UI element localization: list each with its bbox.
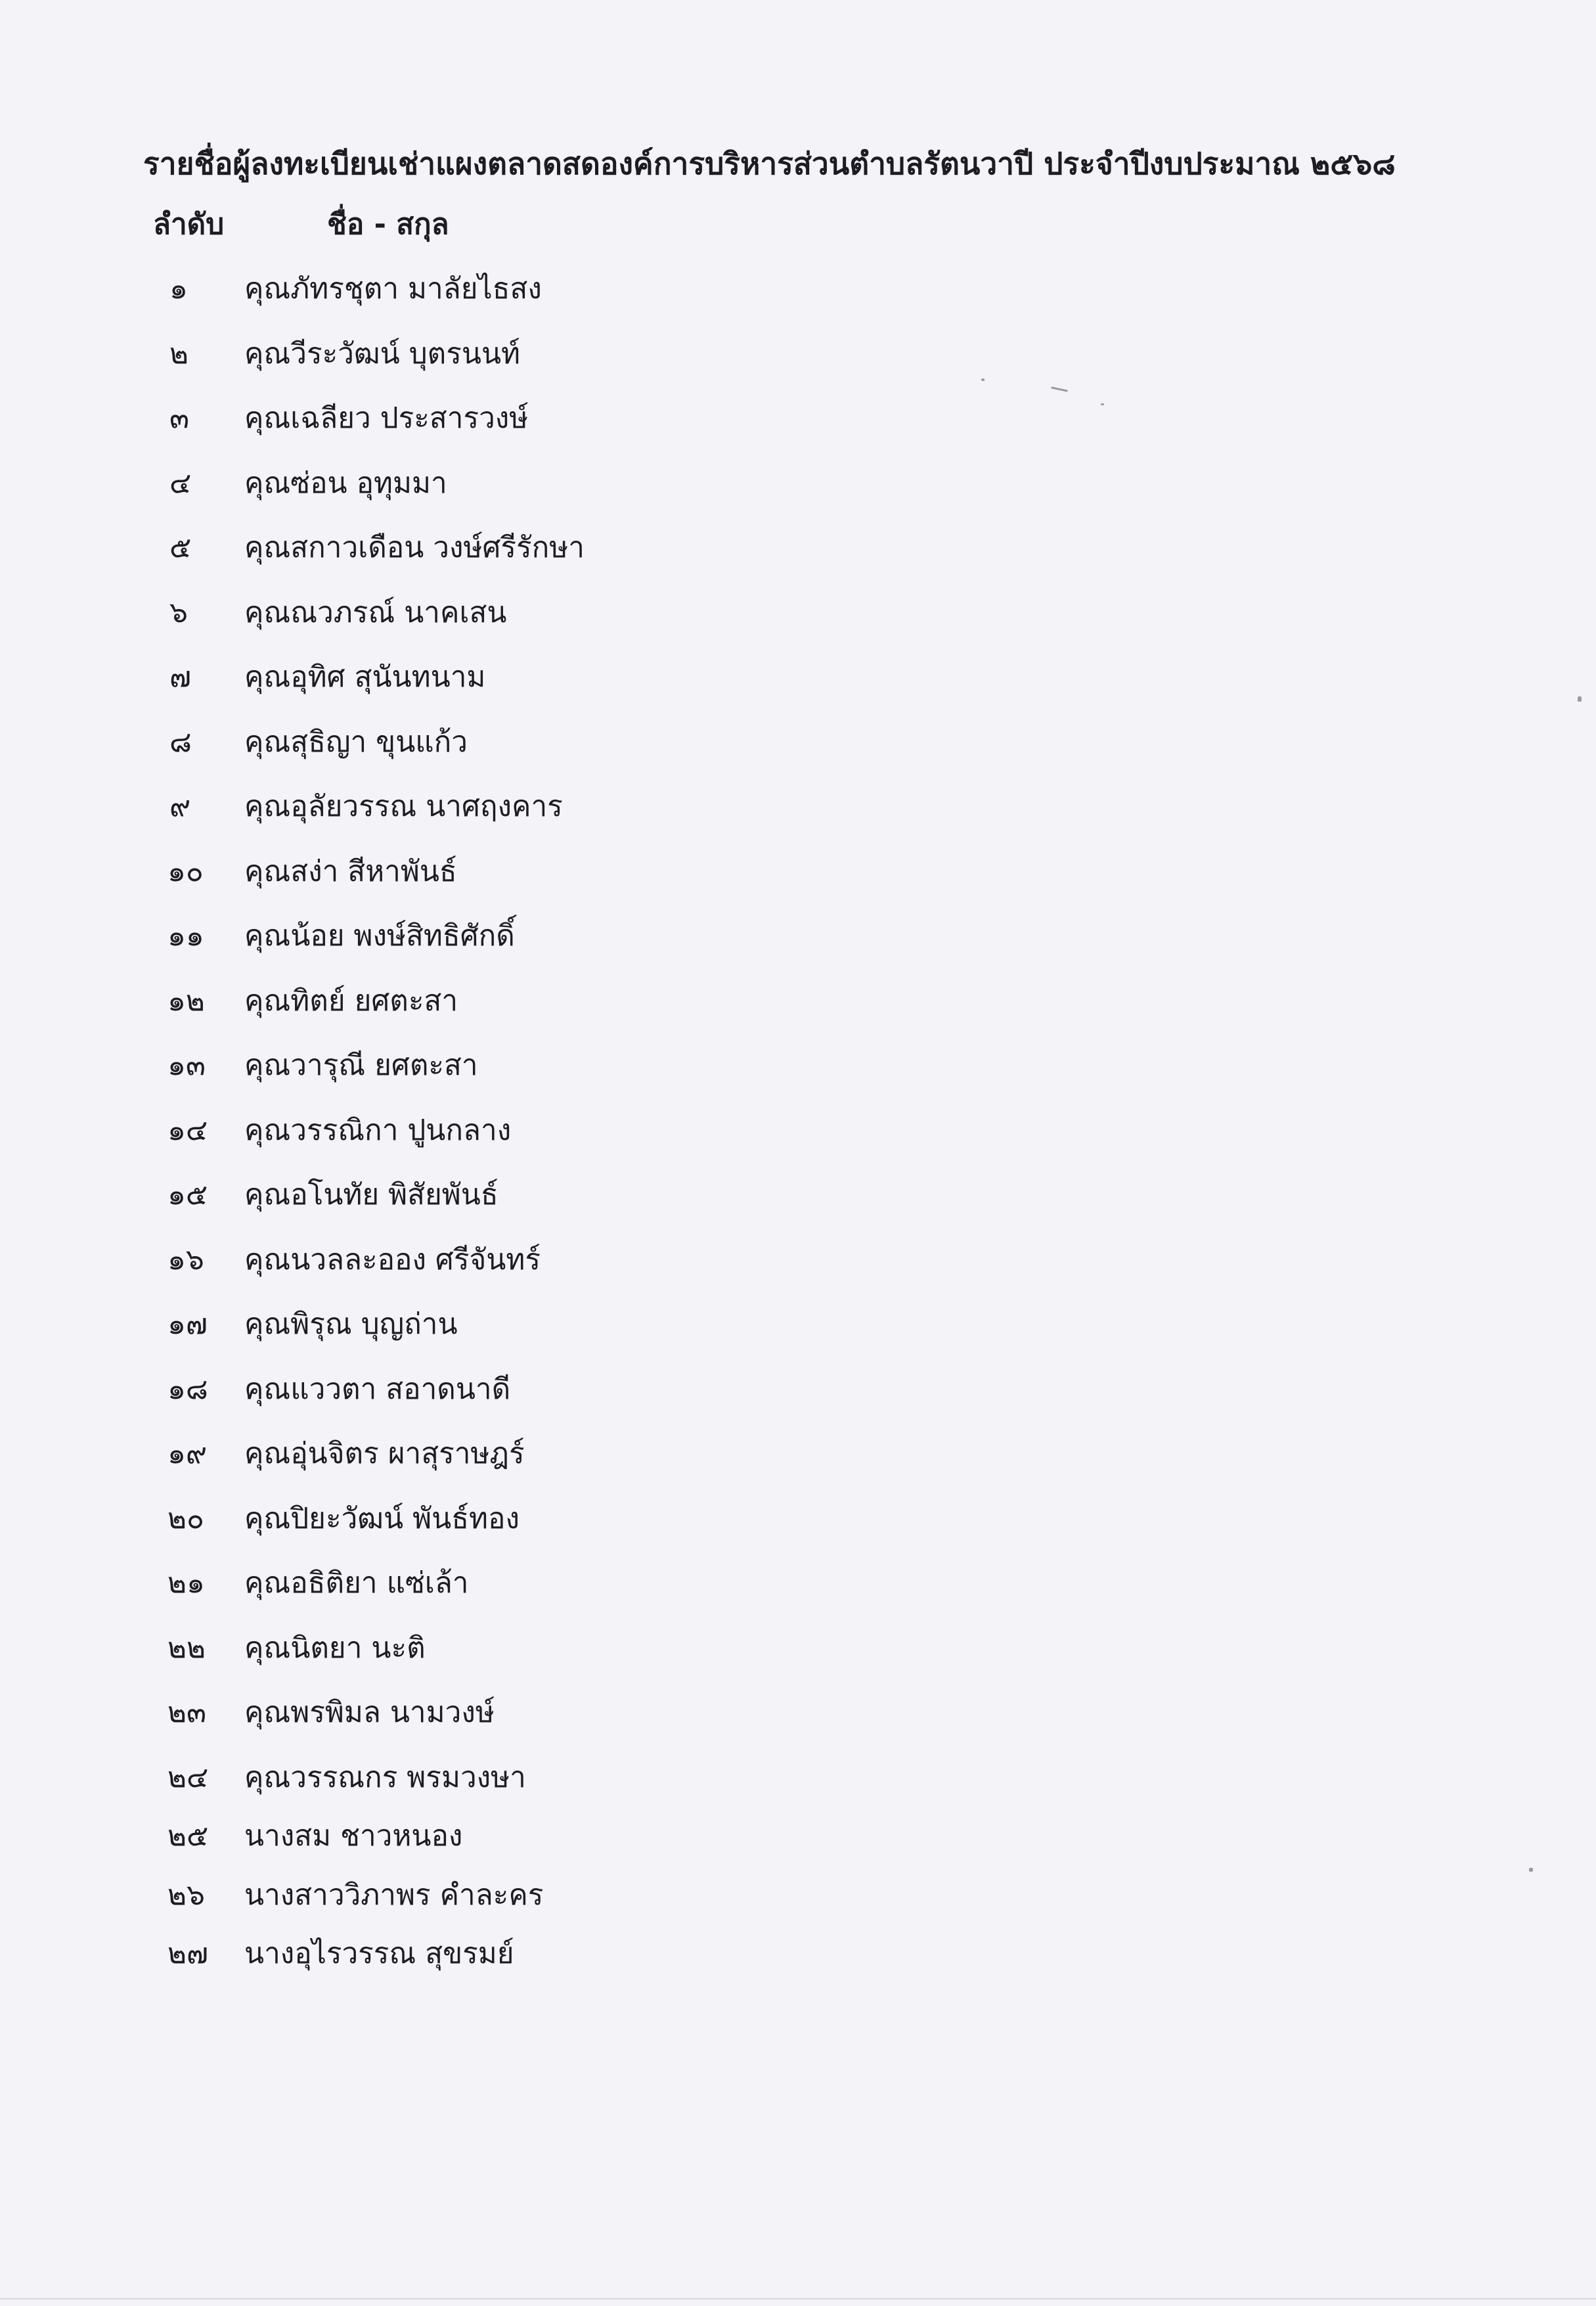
row-number: ๑๓ bbox=[167, 1049, 206, 1082]
row-number: ๖ bbox=[169, 595, 188, 629]
row-number: ๔ bbox=[169, 466, 192, 500]
registrant-name: นางอุไรวรรณ สุขรมย์ bbox=[244, 1937, 514, 1970]
row-number: ๒๐ bbox=[167, 1501, 204, 1535]
list-item bbox=[0, 1686, 788, 1752]
row-number: ๘ bbox=[169, 725, 192, 759]
list-item bbox=[0, 1928, 788, 1987]
registrant-name: คุณแววตา สอาดนาดี bbox=[244, 1372, 511, 1406]
scan-speck bbox=[1101, 403, 1104, 405]
registrant-name: คุณวีระวัฒน์ บุตรนนท์ bbox=[244, 336, 521, 371]
list-item bbox=[0, 780, 788, 846]
row-number: ๒๖ bbox=[167, 1878, 205, 1912]
row-number: ๑๒ bbox=[167, 983, 205, 1018]
registrant-name: คุณอุ่นจิตร ผาสุราษฎร์ bbox=[244, 1437, 525, 1470]
column-header-order: ลำดับ bbox=[153, 208, 225, 241]
registrant-name: คุณอุทิศ สุนันทนาม bbox=[244, 660, 486, 694]
list-item bbox=[0, 263, 788, 328]
registrant-name: คุณสง่า สีหาพันธ์ bbox=[244, 854, 457, 888]
registrant-name: คุณวารุณี ยศตะสา bbox=[244, 1049, 478, 1082]
row-number: ๓ bbox=[169, 401, 190, 435]
row-number: ๑๙ bbox=[167, 1437, 208, 1470]
column-header-name: ชื่อ - สกุล bbox=[327, 208, 449, 241]
registrant-name: นางสม ชาวหนอง bbox=[244, 1819, 463, 1853]
list-item bbox=[0, 328, 788, 393]
registrant-name: คุณวรรณิกา ปูนกลาง bbox=[244, 1113, 512, 1147]
registrant-name: นางสาววิภาพร คำละคร bbox=[244, 1878, 544, 1912]
list-item bbox=[0, 1869, 788, 1928]
list-item bbox=[0, 1039, 788, 1104]
registrant-name: คุณพิรุณ บุญถ่าน bbox=[244, 1307, 458, 1341]
registrant-name: คุณนวลละออง ศรีจันทร์ bbox=[244, 1242, 541, 1277]
list-item bbox=[0, 1557, 788, 1622]
row-number: ๒๗ bbox=[167, 1937, 209, 1970]
registrant-name: คุณอโนทัย พิสัยพันธ์ bbox=[244, 1178, 499, 1211]
list-item bbox=[0, 1752, 788, 1811]
row-number: ๑ bbox=[169, 272, 188, 305]
registrant-name: คุณซ่อน อุทุมมา bbox=[244, 466, 447, 500]
registrant-name: คุณอธิติยา แซ่เล้า bbox=[244, 1566, 469, 1600]
row-number: ๒๔ bbox=[167, 1760, 209, 1794]
registrant-name: คุณสุธิญา ขุนแก้ว bbox=[244, 725, 468, 759]
list-item bbox=[0, 522, 788, 587]
registrant-name: คุณนิตยา นะติ bbox=[244, 1631, 426, 1665]
list-item bbox=[0, 1234, 788, 1299]
list-item bbox=[0, 846, 788, 911]
registrant-name: คุณสกาวเดือน วงษ์ศรีรักษา bbox=[244, 531, 585, 564]
scan-speck bbox=[1529, 1868, 1533, 1872]
registrant-name: คุณณวภรณ์ นาคเสน bbox=[244, 595, 507, 629]
row-number: ๑๗ bbox=[167, 1307, 208, 1341]
registrant-name: คุณเฉลียว ประสารวงษ์ bbox=[244, 401, 529, 435]
registrant-list bbox=[0, 263, 788, 1987]
page-bottom-edge bbox=[0, 2298, 1596, 2299]
scan-speck bbox=[981, 378, 985, 381]
registrant-name: คุณอุลัยวรรณ นาศฤงคาร bbox=[244, 790, 563, 823]
list-item bbox=[0, 457, 788, 522]
row-number: ๑๐ bbox=[167, 854, 204, 888]
registrant-name: คุณภัทรชุตา มาลัยไธสง bbox=[244, 272, 542, 305]
list-item bbox=[0, 651, 788, 716]
registrant-name: คุณพรพิมล นามวงษ์ bbox=[244, 1696, 495, 1729]
registrant-name: คุณปิยะวัฒน์ พันธ์ทอง bbox=[244, 1501, 520, 1535]
list-item bbox=[0, 910, 788, 975]
list-item bbox=[0, 1104, 788, 1169]
row-number: ๑๕ bbox=[167, 1178, 208, 1211]
list-item bbox=[0, 1169, 788, 1234]
list-item bbox=[0, 392, 788, 457]
row-number: ๑๔ bbox=[167, 1113, 208, 1147]
row-number: ๒๕ bbox=[167, 1819, 209, 1853]
row-number: ๒๒ bbox=[167, 1631, 206, 1665]
list-item bbox=[0, 1493, 788, 1558]
row-number: ๙ bbox=[169, 790, 191, 823]
list-item bbox=[0, 1428, 788, 1493]
registrant-name: คุณน้อย พงษ์สิทธิศักดิ์ bbox=[244, 919, 515, 953]
row-number: ๑๑ bbox=[167, 919, 204, 953]
row-number: ๑๖ bbox=[167, 1242, 204, 1277]
row-number: ๒๓ bbox=[167, 1696, 207, 1729]
list-item bbox=[0, 1810, 788, 1869]
scan-speck bbox=[1051, 386, 1068, 392]
row-number: ๑๘ bbox=[167, 1372, 208, 1406]
list-item bbox=[0, 1298, 788, 1363]
list-item bbox=[0, 1363, 788, 1428]
document-title: รายชื่อผู้ลงทะเบียนเช่าแผงตลาดสดองค์การบริหารส่วนตำบลรัตนวาปี ประจำปีงบประมาณ ๒๕๖๘ bbox=[143, 145, 1396, 181]
list-item bbox=[0, 1622, 788, 1687]
row-number: ๒ bbox=[169, 336, 189, 371]
registrant-name: คุณวรรณกร พรมวงษา bbox=[244, 1760, 526, 1794]
scan-speck bbox=[1578, 696, 1582, 702]
row-number: ๗ bbox=[169, 660, 192, 694]
row-number: ๒๑ bbox=[167, 1566, 205, 1600]
list-item bbox=[0, 587, 788, 652]
row-number: ๕ bbox=[169, 531, 192, 564]
registrant-name: คุณทิตย์ ยศตะสา bbox=[244, 983, 458, 1018]
list-item bbox=[0, 716, 788, 781]
list-item bbox=[0, 975, 788, 1040]
